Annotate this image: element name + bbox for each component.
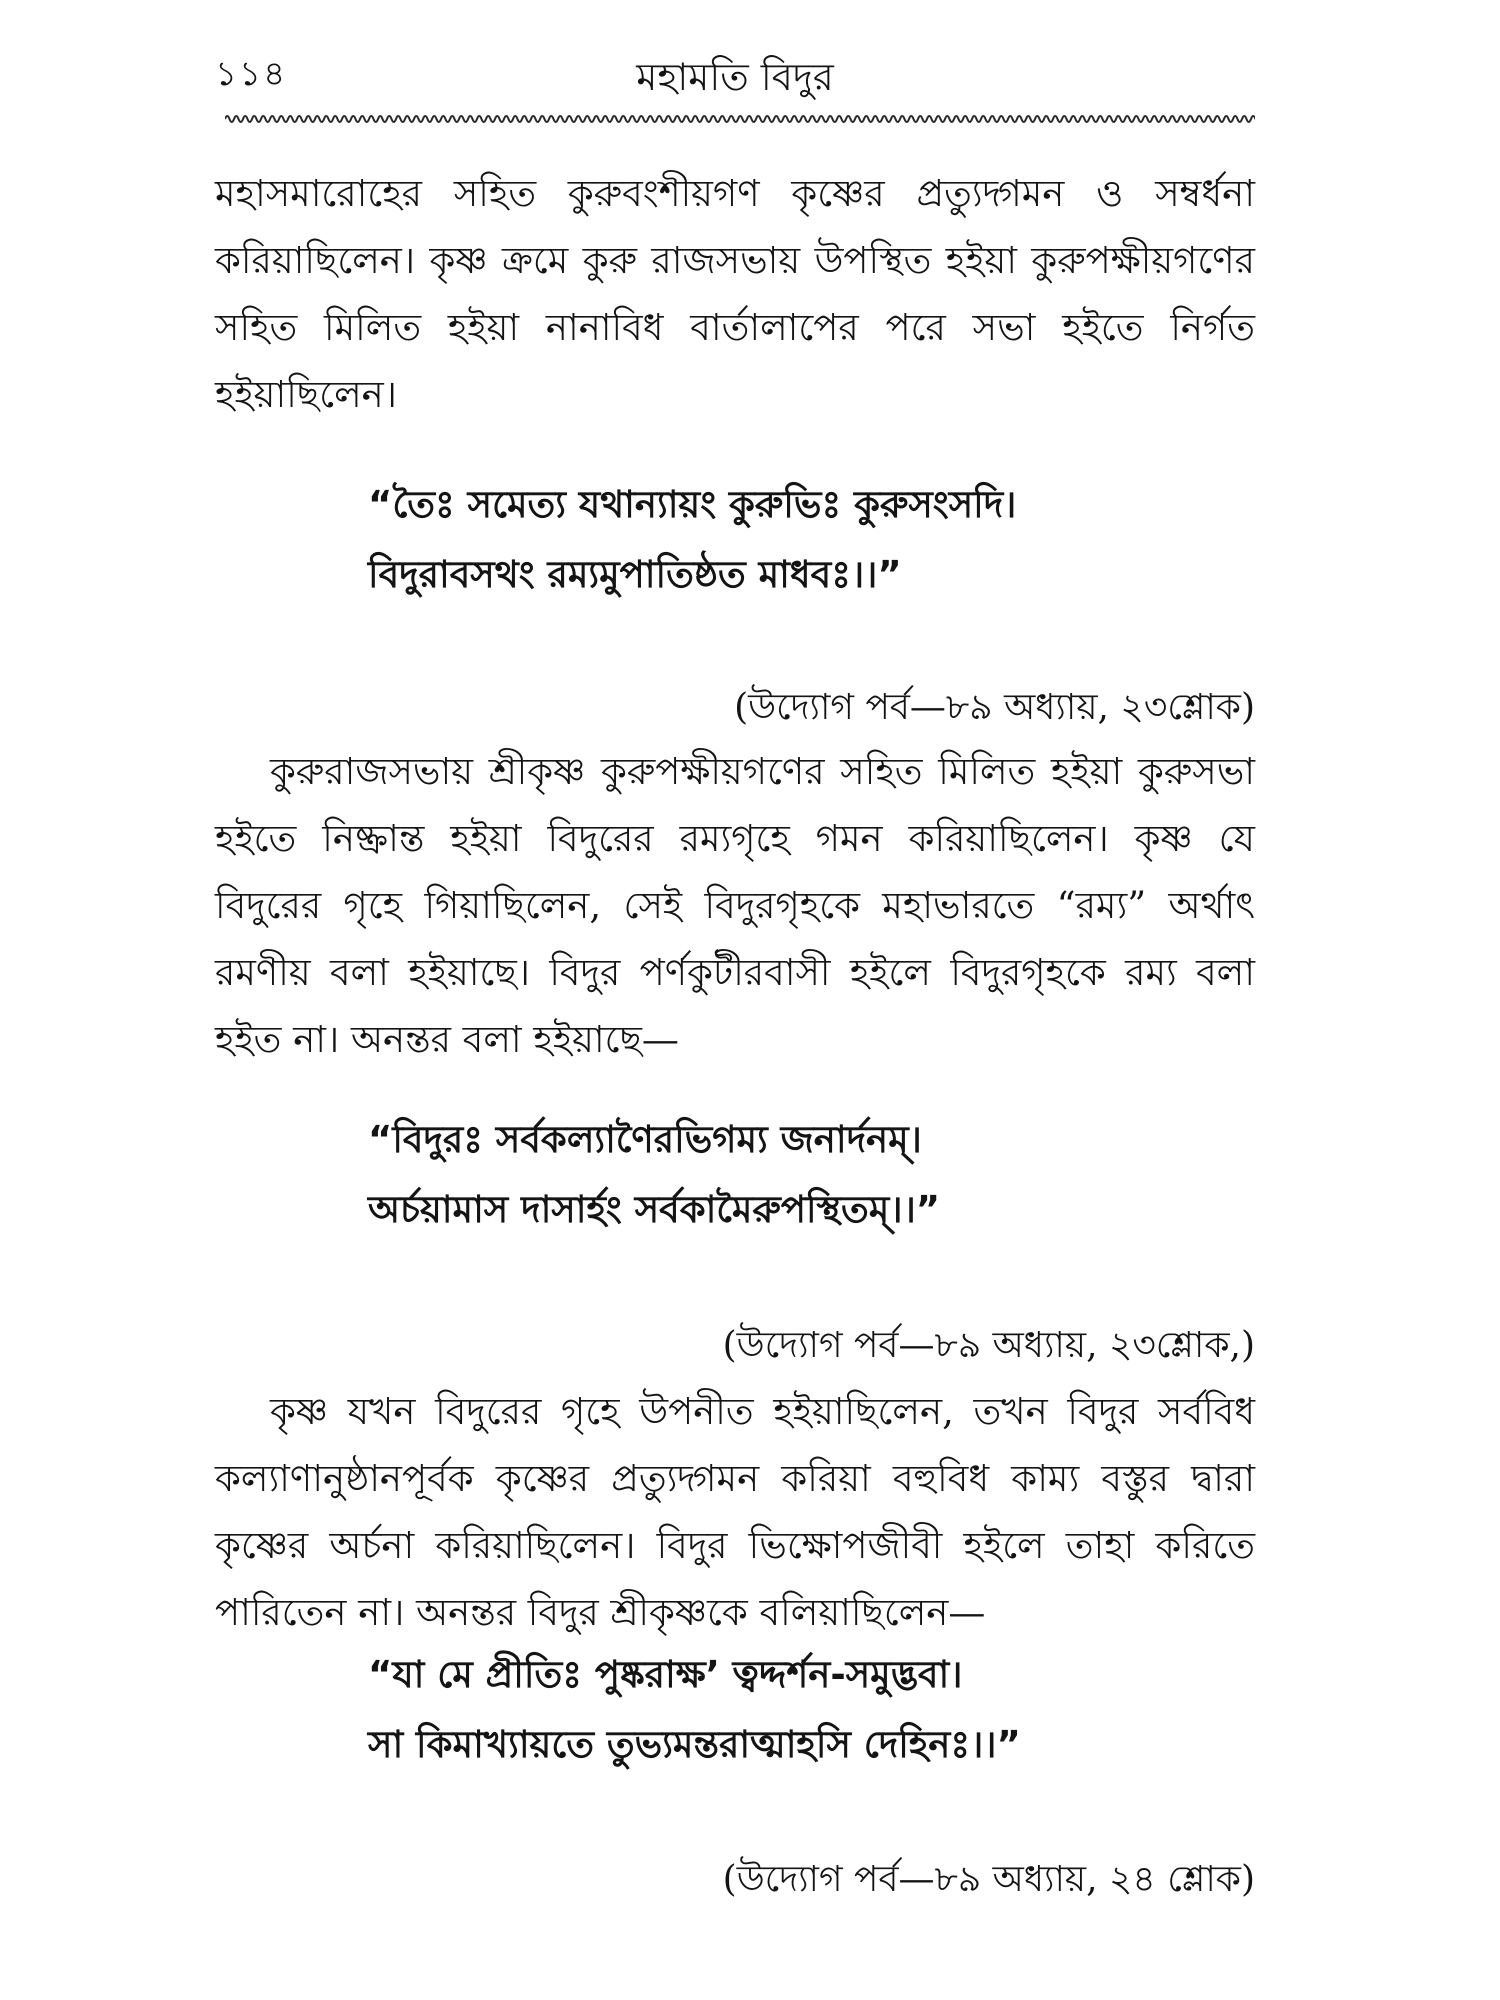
paragraph-3 xyxy=(215,1378,1255,1646)
citation-2: (উদ্যোগ পর্ব—৮৯ অধ্যায়, ২৩শ্লোক,) xyxy=(722,1325,1255,1366)
verse-line: “বিদুরঃ সর্বকল্যাণৈরভিগম্য জনার্দনম্। xyxy=(368,1118,922,1161)
page-number: ১১৪ xyxy=(215,54,288,94)
verse-2 xyxy=(368,1105,1248,1245)
verse-line: অর্চয়ামাস দাসার্হং সর্বকামৈরুপস্থিতম্।।” xyxy=(368,1188,941,1231)
verse-line: বিদুরাবসথং রম্যমুপাতিষ্ঠত মাধবঃ।।” xyxy=(368,553,902,596)
verse-line: সা কিমাখ্যায়তে তুভ্যমন্তরাত্মাহসি দেহিনঃ।।” xyxy=(368,1723,1021,1766)
running-head-title: মহামতি বিদুর xyxy=(636,55,834,99)
wavy-divider-graphic xyxy=(225,108,1255,130)
wavy-divider xyxy=(225,108,1255,130)
verse-line: “যা মে প্রীতিঃ পুষ্করাক্ষ’ ত্বদ্দর্শন-সমুদ্ভবা। xyxy=(368,1653,963,1696)
verse-3 xyxy=(368,1640,1248,1780)
paragraph-text: কৃষ্ণ যখন বিদুরের গৃহে উপনীত হইয়াছিলেন, তখন বিদুর সর্ববিধ কল্যাণানুষ্ঠানপূর্বক কৃষ্ণের প্রত্যুদ্গমন করিয়া বহুবিধ কাম্য বস্তুর দ্বারা কৃষ্ণের অর্চনা করিয়াছিলেন। বিদুর ভিক্ষোপজীবী হইলে তাহা করিতে পারিতেন না। অনন্তর বিদুর শ্রীকৃষ্ণকে বলিয়াছিলেন— xyxy=(215,1390,1255,1634)
paragraph-text: কুরুরাজসভায় শ্রীকৃষ্ণ কুরুপক্ষীয়গণের সহিত মিলিত হইয়া কুরুসভা হইতে নিষ্ক্রান্ত হইয়া বিদুরের রম্যগৃহে গমন করিয়াছিলেন। কৃষ্ণ যে বিদুরের গৃহে গিয়াছিলেন, সেই বিদুরগৃহকে মহাভারতে “রম্য” অর্থাৎ রমণীয় বলা হইয়াছে। বিদুর পর্ণকুটীরবাসী হইলে বিদুরগৃহকে রম্য বলা হইত না। অনন্তর বলা হইয়াছে— xyxy=(215,750,1255,1061)
verse-1 xyxy=(368,470,1248,610)
paragraph-text: মহাসমারোহের সহিত কুরুবংশীয়গণ কৃষ্ণের প্রত্যুদ্গমন ও সম্বর্ধনা করিয়াছিলেন। কৃষ্ণ ক্রমে কুরু রাজসভায় উপস্থিত হইয়া কুরুপক্ষীয়গণের সহিত মিলিত হইয়া নানাবিধ বার্তালাপের পরে সভা হইতে নির্গত হইয়াছিলেন। xyxy=(215,172,1255,416)
page-header xyxy=(215,48,1255,108)
citation-3: (উদ্যোগ পর্ব—৮৯ অধ্যায়, ২৪ শ্লোক) xyxy=(722,1859,1255,1900)
verse-line: “তৈঃ সমেত্য যথান্যায়ং কুরুভিঃ কুরুসংসদি। xyxy=(368,483,1017,526)
paragraph-1 xyxy=(215,160,1255,428)
paragraph-2 xyxy=(215,738,1255,1073)
citation-1: (উদ্যোগ পর্ব—৮৯ অধ্যায়, ২৩শ্লোক) xyxy=(734,687,1255,728)
